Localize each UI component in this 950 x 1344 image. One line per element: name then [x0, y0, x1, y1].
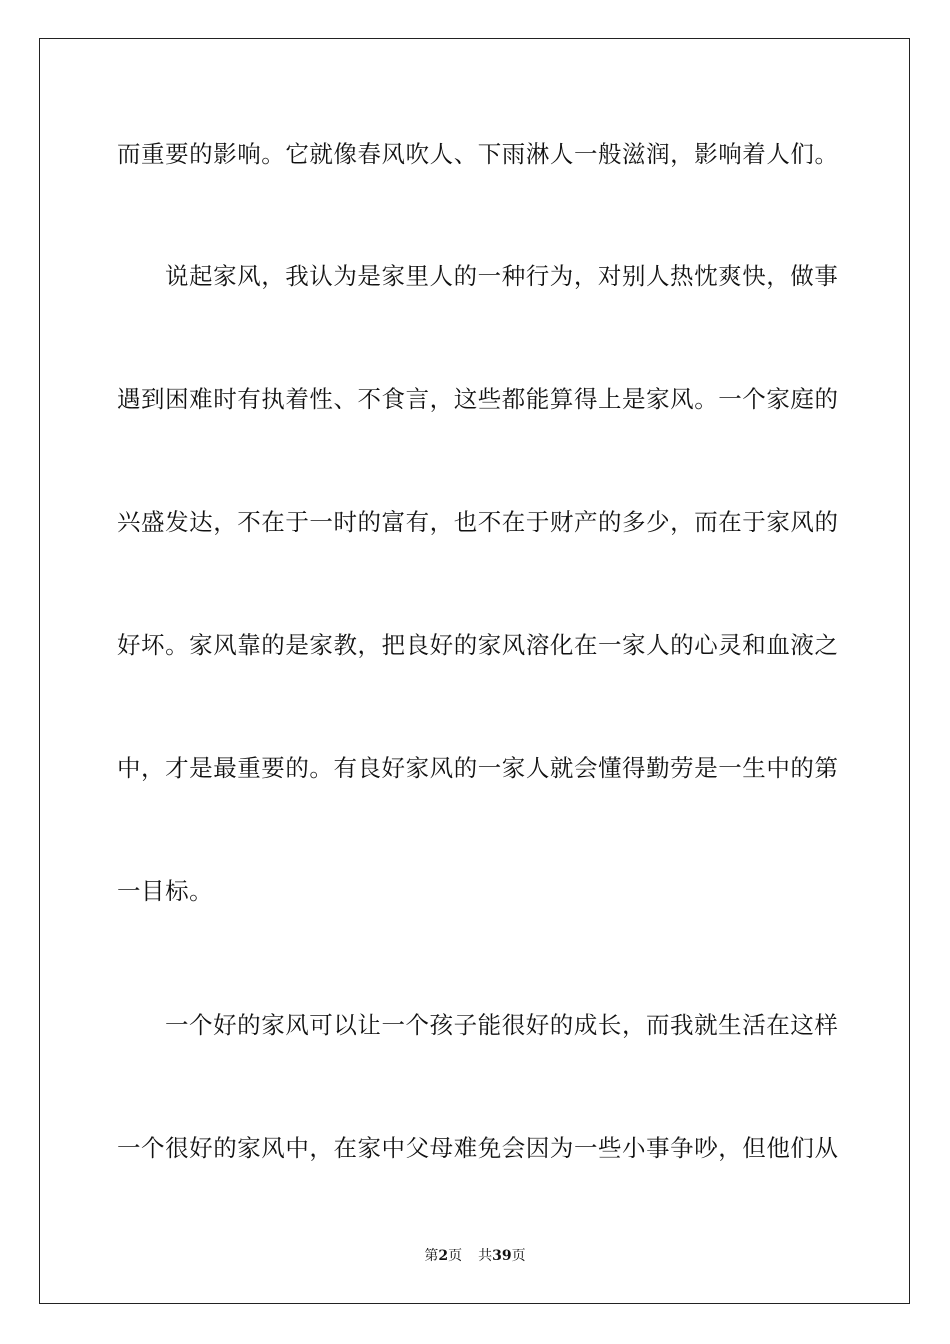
text-line-8: 一个好的家风可以让一个孩子能很好的成长，而我就生活在这样: [165, 1011, 839, 1039]
text-line-2: 说起家风，我认为是家里人的一种行为，对别人热忱爽快，做事: [165, 262, 839, 290]
text-line-4: 兴盛发达，不在于一时的富有，也不在于财产的多少，而在于家风的: [117, 508, 839, 536]
text-line-3: 遇到困难时有执着性、不食言，这些都能算得上是家风。一个家庭的: [117, 385, 839, 413]
text-line-6: 中，才是最重要的。有良好家风的一家人就会懂得勤劳是一生中的第: [117, 754, 839, 782]
footer-total-suffix: 页: [511, 1248, 526, 1264]
text-line-5: 好坏。家风靠的是家教，把良好的家风溶化在一家人的心灵和血液之: [117, 631, 839, 659]
text-line-9: 一个很好的家风中，在家中父母难免会因为一些小事争吵，但他们从: [117, 1134, 839, 1162]
footer-total-prefix: 共: [478, 1248, 493, 1264]
page-footer: [0, 1247, 950, 1265]
text-line-1: 而重要的影响。它就像春风吹人、下雨淋人一般滋润，影响着人们。: [117, 140, 839, 168]
text-line-7: 一目标。: [117, 877, 214, 905]
footer-page-number: 2: [438, 1248, 449, 1264]
footer-total-pages: 39: [492, 1248, 512, 1264]
footer-page-suffix: 页: [448, 1248, 463, 1264]
footer-page-prefix: 第: [424, 1248, 439, 1264]
page-border: [39, 38, 910, 1304]
